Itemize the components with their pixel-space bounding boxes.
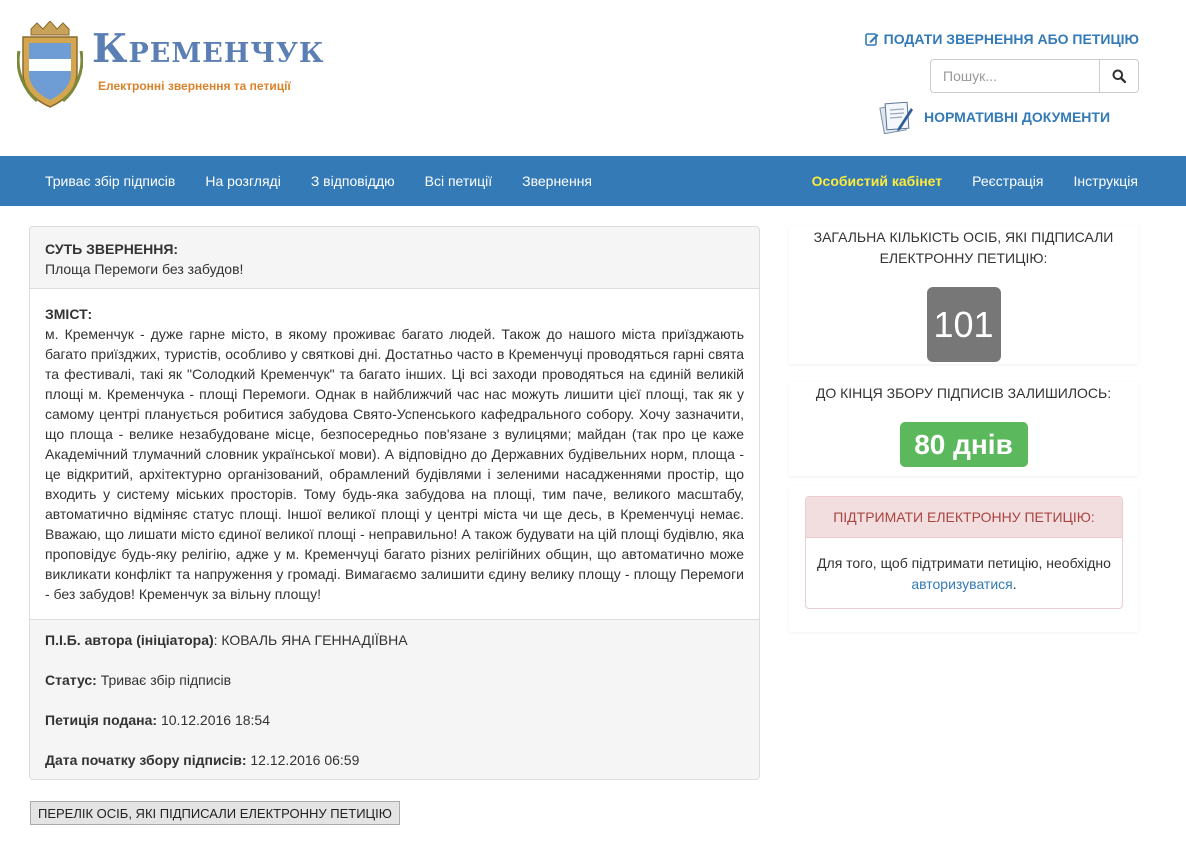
submit-petition-link[interactable] [865, 31, 1139, 47]
author-value: КОВАЛЬ ЯНА ГЕННАДІЇВНА [221, 632, 408, 648]
main-navbar [0, 156, 1186, 206]
start-value: 12.12.2016 06:59 [250, 752, 360, 768]
petition-subject-section [30, 227, 759, 289]
normative-docs-label: НОРМАТИВНІ ДОКУМЕНТИ [924, 109, 1111, 125]
edit-icon [865, 32, 879, 46]
status-value: Триває збір підписів [100, 672, 232, 688]
support-panel [805, 496, 1123, 609]
nav-item-appeals[interactable]: Звернення [522, 173, 593, 189]
site-header [0, 0, 1186, 156]
author-label: П.І.Б. автора (ініціатора) [45, 632, 214, 648]
start-label: Дата початку збору підписів: [45, 752, 247, 768]
days-left-card [789, 382, 1138, 476]
signature-count-badge: 101 [927, 287, 1001, 362]
nav-item-instructions[interactable]: Інструкція [1073, 173, 1138, 189]
documents-icon [878, 100, 914, 134]
signers-list-button[interactable]: ПЕРЕЛІК ОСІБ, ЯКІ ПІДПИСАЛИ ЕЛЕКТРОННУ ПЕТИЦІЮ [30, 801, 400, 825]
support-card [789, 486, 1138, 632]
author-row: П.І.Б. автора (ініціатора): КОВАЛЬ ЯНА ГЕННАДІЇВНА [45, 632, 408, 648]
signature-count-card [789, 226, 1138, 364]
support-end: . [1012, 576, 1017, 592]
normative-docs-link[interactable] [878, 100, 1110, 134]
nav-right [797, 156, 1153, 206]
nav-item-personal-cabinet[interactable]: Особистий кабінет [811, 173, 943, 189]
status-row [45, 670, 744, 710]
content-text: м. Кременчук - дуже гарне місто, в якому проживає багато людей. Також до нашого міста приїзджають багато приїзджих, туристів, особливо у святкові дні. Достатньо часто в Кременчуці проводяться гарні свята та фестивалі, такі як "Солодкий Кременчук" та багато інших. Ці всі заходи проводяться на єдиній великій площі м. Кременчука - площі Перемоги. Однак в найближчий час нас можуть лишити цієї площі, так як у самому центрі планується робитися забудова Свято-Успенського кафедрального собору. Хочу зазначити, що площа - велике незабудоване місце, безпосередньо пов'язане з вулицями; майдан (так про це каже Академічний тлумачний словник української мови). А відповідно до Державних будівельних норм, площа - це відкритий, архітектурно організований, обрамлений будівлями і зеленими насадженнями простір, що входить у систему міських просторів. Тому будь-яка забудова на площі, тим паче, великого масштабу, автоматично відміняє статус площі. Іншої великої площі у центрі міста чи ще десь, в Кременчуці немає. Вважаю, що лишати місто єдиної великої площі - неправильно! А також будувати на цій площі будівлю, яка проповідує будь-яку релігію, адже у м. Кременчуці багато різних релігійних общин, що автоматично може викликати конфлікт та напруження у громаді. Вимагаємо залишити єдину велику площу - площу Перемоги - без забудов! Кременчук за вільну площу! [45, 326, 744, 602]
search-form [930, 59, 1139, 93]
days-left-title: ДО КІНЦЯ ЗБОРУ ПІДПИСІВ ЗАЛИШИЛОСЬ: [815, 385, 1112, 401]
submitted-label: Петиція подана: [45, 712, 158, 728]
support-title: ПІДТРИМАТИ ЕЛЕКТРОННУ ПЕТИЦІЮ: [806, 497, 1122, 538]
submit-petition-label: ПОДАТИ ЗВЕРНЕННЯ АБО ПЕТИЦІЮ [883, 31, 1139, 47]
petition-panel [29, 226, 760, 780]
support-body [806, 538, 1122, 609]
authorize-link[interactable]: авторизуватися [911, 576, 1013, 592]
nav-item-answered[interactable]: З відповіддю [310, 173, 395, 189]
support-text: Для того, щоб підтримати петицію, необхідно [817, 555, 1111, 571]
subject-text: Площа Перемоги без забудов! [45, 261, 244, 277]
petition-content-section [30, 289, 759, 620]
search-icon [1112, 69, 1126, 83]
submitted-row [45, 710, 744, 750]
signature-count-title: ЗАГАЛЬНА КІЛЬКІСТЬ ОСІБ, ЯКІ ПІДПИСАЛИ ЕЛЕКТРОННУ ПЕТИЦІЮ: [813, 229, 1114, 266]
submitted-value: 10.12.2016 18:54 [160, 712, 270, 728]
days-left-badge: 80 днів [900, 422, 1028, 467]
start-row [45, 750, 744, 780]
nav-item-collecting[interactable]: Триває збір підписів [45, 173, 176, 189]
search-button[interactable] [1100, 59, 1139, 93]
nav-left [30, 156, 607, 206]
city-crest-icon [17, 21, 83, 109]
logo-title: Кременчук [92, 26, 325, 72]
nav-item-under-review[interactable]: На розгляді [205, 173, 281, 189]
petition-meta-section [30, 620, 759, 780]
nav-item-registration[interactable]: Реєстрація [972, 173, 1044, 189]
search-input[interactable] [930, 59, 1100, 93]
content-label: ЗМІСТ: [45, 306, 93, 322]
subject-label: СУТЬ ЗВЕРНЕННЯ: [45, 241, 179, 257]
status-label: Статус: [45, 672, 97, 688]
logo-subtitle: Електронні звернення та петиції [98, 79, 291, 93]
nav-item-all-petitions[interactable]: Всі петиції [424, 173, 493, 189]
